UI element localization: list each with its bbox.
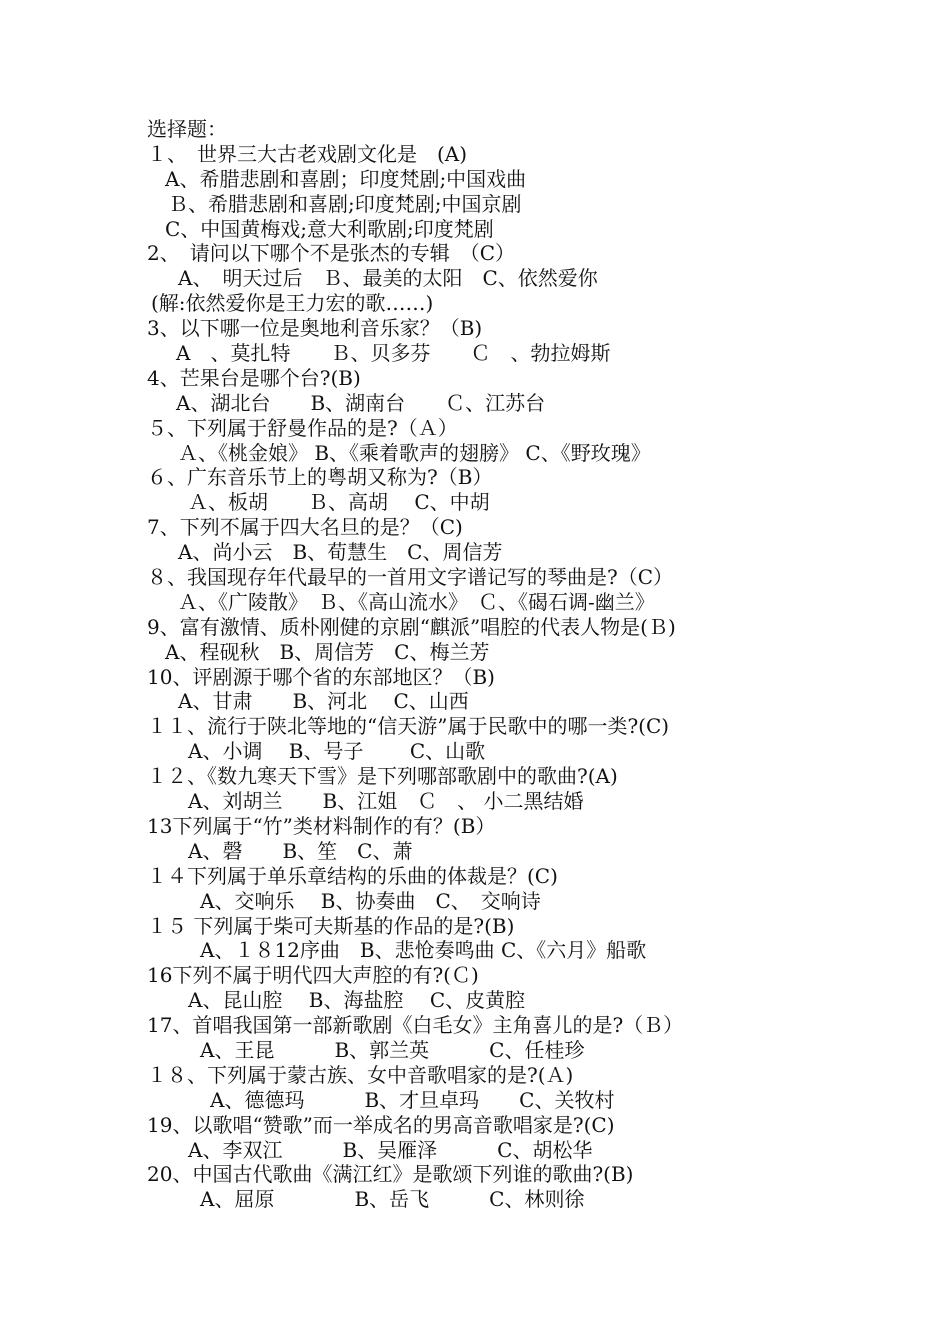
question-3-options: A 、莫扎特 Ｂ、贝多芬 Ｃ 、勃拉姆斯 bbox=[176, 341, 611, 366]
question-2-note: (解:依然爱你是王力宏的歌……) bbox=[151, 291, 434, 316]
question-19-options: A、李双江 B、吴雁泽 C、胡松华 bbox=[188, 1137, 593, 1162]
question-5-options: Ａ、《桃金娘》 B、《乘着歌声的翅膀》 C、《野玫瑰》 bbox=[178, 440, 651, 465]
question-16: 16下列不属于明代四大声腔的有?(Ｃ) bbox=[147, 963, 479, 988]
quiz-content bbox=[0, 117, 950, 1212]
question-13-options: A、磬 B、笙 C、萧 bbox=[188, 838, 413, 863]
question-1-option-c: C、中国黄梅戏;意大利歌剧;印度梵剧 bbox=[165, 216, 494, 241]
question-9: 9、富有激情、质朴刚健的京剧“麒派”唱腔的代表人物是(Ｂ) bbox=[147, 614, 676, 639]
question-7: 7、下列不属于四大名旦的是？（C) bbox=[147, 515, 463, 540]
question-3: 3、以下哪一位是奥地利音乐家？（B) bbox=[147, 316, 483, 341]
question-16-options: A、昆山腔 B、海盐腔 C、皮黄腔 bbox=[188, 988, 526, 1013]
question-4-options: A、湖北台 B、湖南台 Ｃ、江苏台 bbox=[176, 390, 546, 415]
question-6-options: Ａ、板胡 Ｂ、高胡 C、中胡 bbox=[188, 490, 490, 515]
question-18: １８、下列属于蒙古族、女中音歌唱家的是?(Ａ) bbox=[147, 1062, 574, 1087]
question-2: 2、 请问以下哪个不是张杰的专辑 （C） bbox=[147, 241, 516, 266]
question-12-options: A、刘胡兰 B、江姐 Ｃ 、 小二黑结婚 bbox=[188, 789, 584, 814]
question-10-options: A、甘肃 B、河北 C、山西 bbox=[178, 689, 469, 714]
question-18-options: A、德德玛 B、才旦卓玛 C、关牧村 bbox=[210, 1087, 615, 1112]
question-15-options: A、１８12序曲 B、悲怆奏鸣曲 C、《六月》船歌 bbox=[200, 938, 647, 963]
question-17-options: A、王昆 B、郭兰英 C、任桂珍 bbox=[200, 1037, 585, 1062]
question-13: 13下列属于“竹”类材料制作的有？(B） bbox=[147, 813, 496, 838]
question-1-option-a: A、希腊悲剧和喜剧；印度梵剧;中国戏曲 bbox=[165, 166, 527, 191]
question-14-options: A、交响乐 B、协奏曲 C、 交响诗 bbox=[200, 888, 541, 913]
question-20-options: A、屈原 B、岳飞 C、林则徐 bbox=[200, 1187, 585, 1212]
question-9-options: A、程砚秋 B、周信芳 C、梅兰芳 bbox=[165, 639, 490, 664]
question-7-options: A、尚小云 B、荀慧生 C、周信芳 bbox=[178, 540, 503, 565]
question-2-options: A、 明天过后 Ｂ、最美的太阳 C、依然爱你 bbox=[178, 266, 598, 291]
question-8: ８、我国现存年代最早的一首用文字谱记写的琴曲是?（C） bbox=[147, 565, 674, 590]
question-5: ５、下列属于舒曼作品的是?（Ａ） bbox=[147, 415, 458, 440]
question-11-options: A、小调 B、号子 C、山歌 bbox=[188, 739, 486, 764]
question-15: １５ 下列属于柴可夫斯基的作品的是?(B) bbox=[147, 913, 515, 938]
section-heading: 选择题： bbox=[147, 117, 227, 141]
question-19: 19、以歌唱“赞歌”而一举成名的男高音歌唱家是?(C) bbox=[147, 1112, 615, 1137]
question-10: 10、评剧源于哪个省的东部地区？（B) bbox=[147, 664, 495, 689]
question-4: 4、芒果台是哪个台?(B) bbox=[147, 365, 361, 390]
question-1-option-b: Ｂ、希腊悲剧和喜剧;印度梵剧;中国京剧 bbox=[168, 191, 522, 216]
question-11: １１、流行于陕北等地的“信天游”属于民歌中的哪一类?(C) bbox=[147, 714, 670, 739]
question-1: １、 世界三大古老戏剧文化是 (A) bbox=[147, 141, 468, 166]
question-14: １４下列属于单乐章结构的乐曲的体裁是？(C) bbox=[147, 863, 558, 888]
question-12: １２、《数九寒天下雪》是下列哪部歌剧中的歌曲?(A) bbox=[147, 764, 618, 789]
question-8-options: Ａ、《广陵散》 Ｂ、《高山流水》 Ｃ、《碣石调-幽兰》 bbox=[178, 589, 655, 614]
question-6: ６、广东音乐节上的粤胡又称为?（B） bbox=[147, 465, 493, 490]
question-20: 20、中国古代歌曲《满江红》是歌颂下列谁的歌曲?(B) bbox=[147, 1162, 634, 1187]
question-17: 17、首唱我国第一部新歌剧《白毛女》主角喜儿的是?（Ｂ） bbox=[147, 1013, 684, 1038]
